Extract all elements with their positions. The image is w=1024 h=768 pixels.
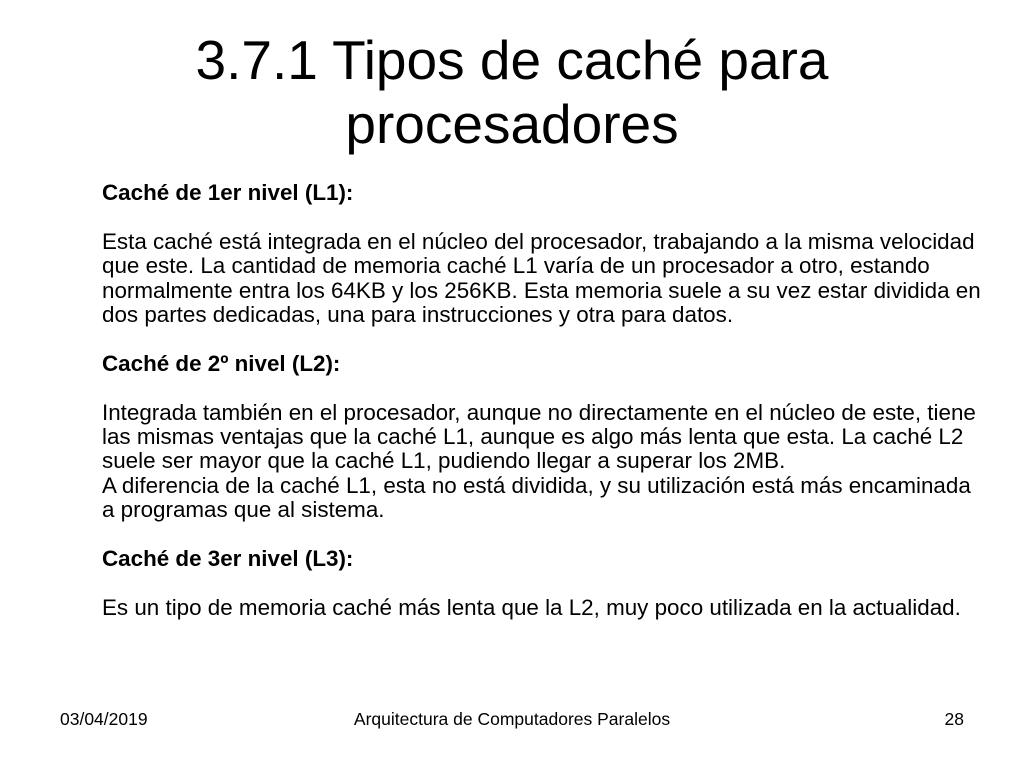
footer-page-number: 28: [944, 709, 964, 729]
slide-title: 3.7.1 Tipos de caché para procesadores: [195, 29, 829, 155]
section-paragraph: Esta caché está integrada en el núcleo del procesador, trabajando a la misma velocidad que este. La cantidad de memoria caché L1 varía de un procesador a otro, estando normalmente entra los 64KB y los 256KB. Esta memoria suele a su vez estar dividida en dos partes dedicadas, una para instrucciones y otra para datos.: [102, 228, 981, 327]
section-l3: [102, 547, 982, 620]
section-heading: Caché de 3er nivel (L3):: [102, 546, 354, 571]
section-l2: [102, 352, 982, 547]
footer-course-title: Arquitectura de Computadores Paralelos: [353, 709, 671, 729]
section-paragraph: A diferencia de la caché L1, esta no está dividida, y su utilización está más encaminada a programas que al sistema.: [102, 472, 971, 523]
section-heading: Caché de 1er nivel (L1):: [102, 180, 354, 205]
footer-date: 03/04/2019: [60, 709, 148, 729]
section-l1: [102, 181, 982, 352]
section-heading: Caché de 2º nivel (L2):: [102, 350, 341, 376]
section-paragraph: Integrada también en el procesador, aunque no directamente en el núcleo de este, tiene las mismas ventajas que la caché L1, aunque es algo más lenta que esta. La caché L2 suele ser mayor que la caché L1, pudiendo llegar a superar los 2MB.: [102, 399, 976, 474]
slide-body: [102, 181, 982, 620]
section-paragraph: Es un tipo de memoria caché más lenta que la L2, muy poco utilizada en la actualidad.: [102, 594, 961, 620]
